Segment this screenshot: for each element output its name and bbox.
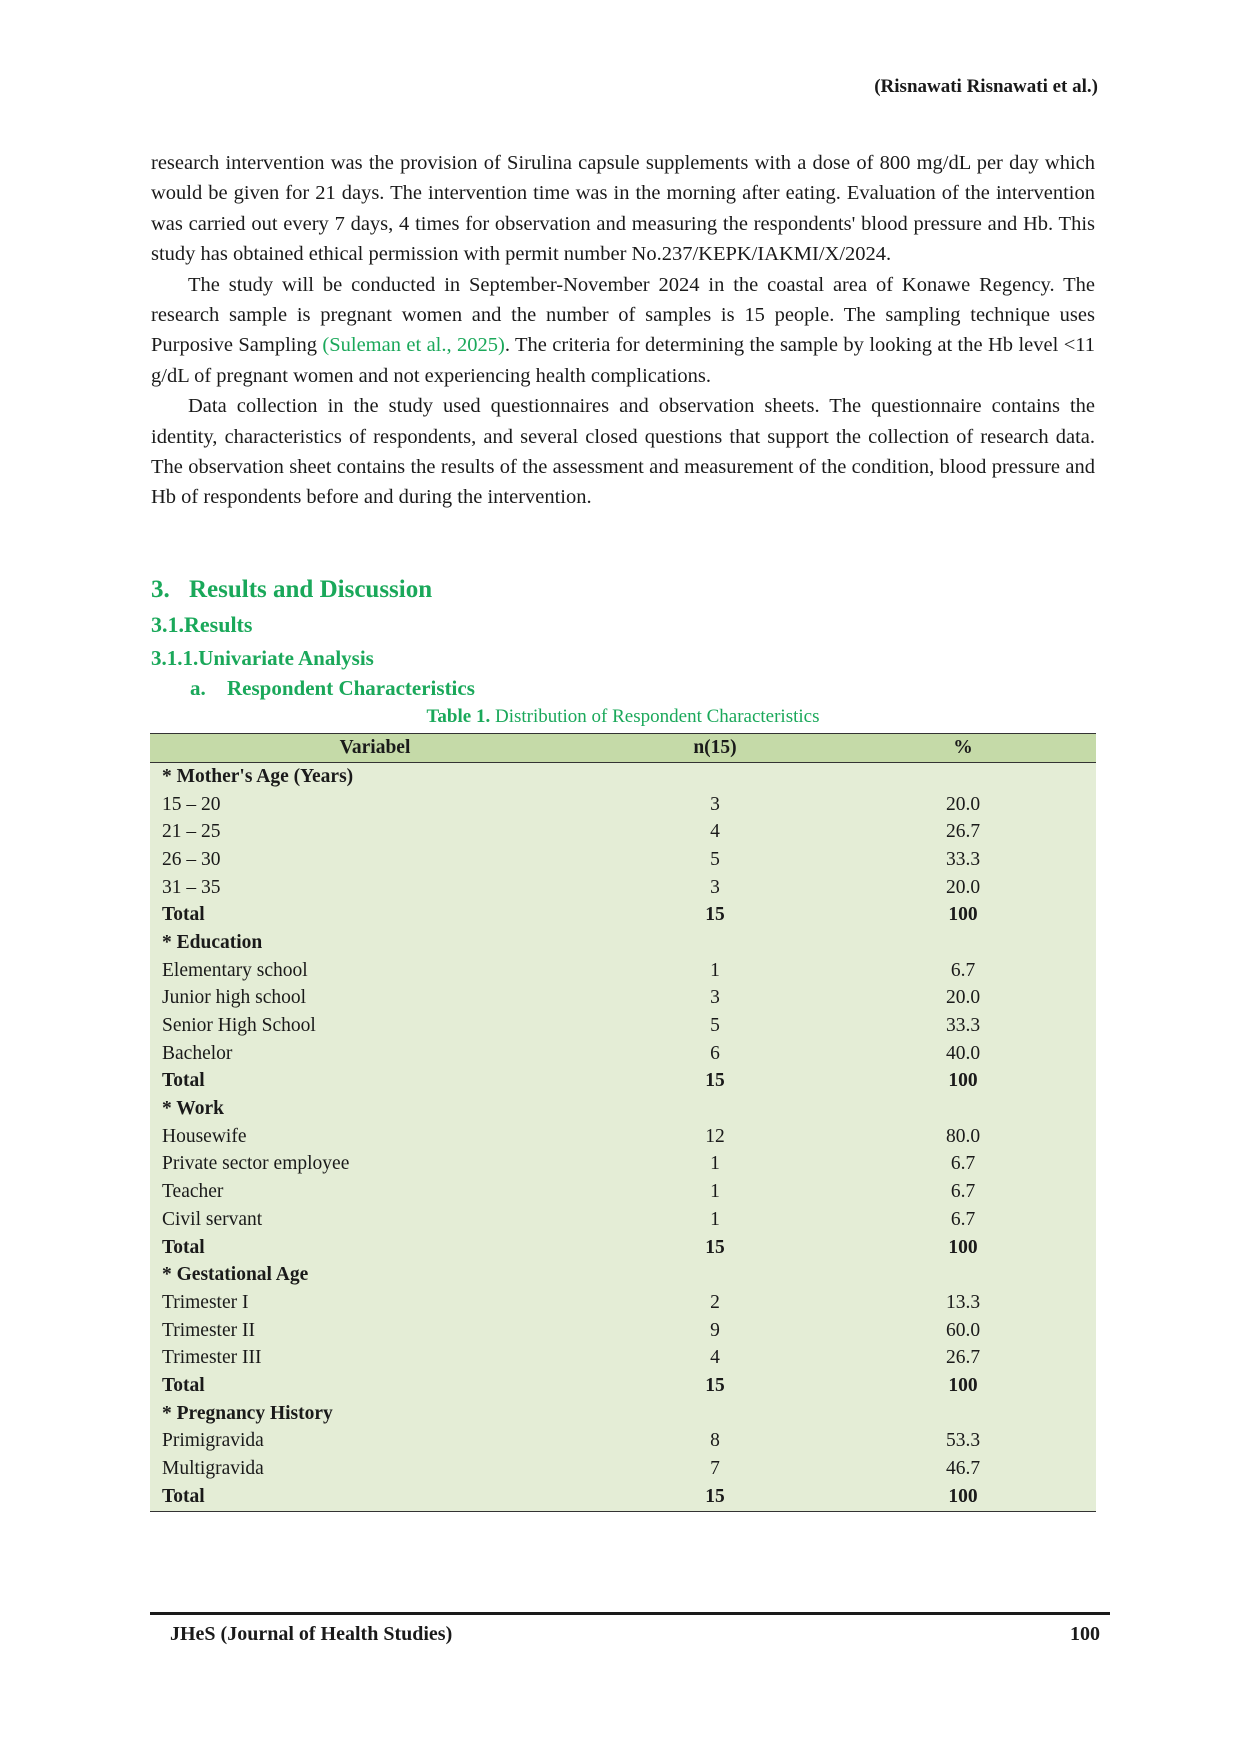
cell-count: 3 [710,876,720,898]
cell-variable: Housewife [162,1125,247,1147]
cell-count: 3 [710,793,720,815]
table-row [150,818,1096,846]
cell-count: 6 [710,1042,720,1064]
table-row [150,1068,1096,1096]
table-row [150,901,1096,929]
cell-count: 1 [710,1153,720,1175]
cell-variable: * Education [162,931,263,953]
cell-percent: 100 [830,1483,1096,1511]
table-row [150,1455,1096,1483]
paragraph-2-after: . The criteria for determining the sample by looking at the Hb level <11 g/dL of pregnant women and not experiencing health complications. [151,334,1096,387]
cell-percent: 20.0 [945,876,981,898]
table-row [150,1483,1096,1511]
cell-count: 5 [710,1015,720,1037]
cell-percent: 20.0 [945,987,981,1009]
table-row [150,1206,1096,1234]
table-row [150,1428,1096,1456]
cell-percent [830,1095,1096,1123]
citation-link[interactable]: (Suleman et al., 2025) [322,334,505,357]
cell-count: 7 [710,1458,720,1480]
cell-variable: 15 – 20 [162,793,221,815]
subsection-heading: 3.1.Results [151,612,253,637]
cell-variable: Trimester I [162,1291,249,1313]
cell-variable: Junior high school [162,987,307,1009]
cell-count: 1 [710,1181,720,1203]
table-row [150,1095,1096,1123]
cell-percent [830,929,1096,957]
cell-percent: 33.3 [945,848,981,870]
cell-count: 15 [705,1236,725,1258]
cell-count: 9 [710,1319,720,1341]
cell-variable: Trimester II [162,1319,255,1341]
cell-variable: 31 – 35 [162,876,221,898]
cell-percent: 100 [948,1236,978,1258]
cell-percent: 60.0 [945,1319,981,1341]
paragraph-3: Data collection in the study used questionnaires and observation sheets. The questionnaire contains the identity, characteristics of respondents, and several closed questions that support the collection of research data. The observation sheet contains the results of the assessment and measurement of the condition, blood pressure and Hb of respondents before and during the intervention. [151,395,1095,509]
cell-variable: Total [162,1070,205,1092]
cell-variable: Multigravida [162,1458,264,1480]
table-row [150,874,1096,902]
cell-variable: 21 – 25 [162,821,221,843]
cell-variable: Private sector employee [162,1153,350,1175]
cell-percent: 26.7 [945,1347,981,1369]
table-row [150,763,1096,791]
cell-count: 1 [710,959,720,981]
footer-rule [150,1612,1110,1615]
paragraph-2-before: The study will be conducted in September-November 2024 in the coastal area of Konawe Regency. The research sample is pregnant women and the number of samples is 15 people. The sampling technique uses Purposive Sampling [151,273,1095,357]
column-header-n: n(15) [600,734,830,763]
table-row [150,1400,1096,1428]
cell-variable: Total [150,1483,600,1511]
cell-count: 8 [710,1430,720,1452]
cell-variable: * Mother's Age (Years) [162,765,354,787]
table-row [150,929,1096,957]
section-number: 3. [151,576,170,603]
body-text [151,148,1095,513]
cell-percent: 20.0 [945,793,981,815]
table-row [150,1261,1096,1289]
footer-journal-name: JHeS (Journal of Health Studies) [170,1623,453,1645]
table-caption-label: Table 1. [426,706,491,727]
table-row [150,1289,1096,1317]
cell-percent: 6.7 [950,1181,976,1203]
cell-variable: Bachelor [162,1042,233,1064]
cell-percent: 33.3 [945,1015,981,1037]
cell-percent: 100 [948,1070,978,1092]
section-heading [151,576,432,604]
running-header-authors: (Risnawati Risnawati et al.) [874,76,1098,97]
table-row [150,791,1096,819]
table-container [150,733,1096,1512]
cell-count: 5 [710,848,720,870]
table-row [150,1123,1096,1151]
cell-variable: Total [162,904,205,926]
respondent-characteristics-table [150,733,1096,1512]
table-row [150,1317,1096,1345]
cell-percent: 26.7 [945,821,981,843]
table-row [150,957,1096,985]
cell-percent: 100 [948,1374,978,1396]
cell-percent: 13.3 [945,1291,981,1313]
paragraph-1: research intervention was the provision of Sirulina capsule supplements with a dose of 800 mg/dL per day which would be given for 21 days. The intervention time was in the morning after eating. Evaluation of the intervention was carried out every 7 days, 4 times for observation and measuring the respondents' blood pressure and Hb. This study has obtained ethical permission with permit number No.237/KEPK/IAKMI/X/2024. [151,152,1095,266]
paragraph-heading [190,676,475,701]
cell-variable: Total [162,1374,205,1396]
paragraph-heading-number: a. [190,676,206,700]
cell-percent [830,763,1096,791]
cell-variable: Senior High School [162,1015,316,1037]
table-row [150,1151,1096,1179]
cell-count [600,763,830,791]
cell-count [600,929,830,957]
table-row [150,1012,1096,1040]
cell-percent: 53.3 [945,1430,981,1452]
cell-variable: Total [162,1236,205,1258]
table-row [150,1344,1096,1372]
column-header-variabel: Variabel [150,734,600,763]
paragraph-heading-title: Respondent Characteristics [227,676,475,700]
table-row [150,985,1096,1013]
cell-variable: * Work [162,1098,224,1120]
cell-percent: 6.7 [950,959,976,981]
cell-count: 12 [705,1125,725,1147]
page-number: 100 [1070,1623,1100,1645]
cell-count: 1 [710,1208,720,1230]
cell-percent: 100 [948,904,978,926]
cell-percent: 6.7 [950,1153,976,1175]
column-header-percent: % [830,734,1096,763]
section-title: Results and Discussion [189,576,433,603]
cell-variable: Elementary school [162,959,308,981]
paragraph-2 [151,270,1095,392]
cell-variable: 26 – 30 [162,848,221,870]
table-row [150,1178,1096,1206]
cell-percent: 46.7 [945,1458,981,1480]
cell-percent [830,1261,1096,1289]
cell-variable: Primigravida [162,1430,264,1452]
table-caption-text: Distribution of Respondent Characteristics [490,706,820,727]
cell-count [600,1095,830,1123]
table-body [150,763,1096,1512]
cell-count: 15 [600,1483,830,1511]
cell-variable: Trimester III [162,1347,262,1369]
table-caption [150,706,1096,728]
table-row [150,1372,1096,1400]
table-header-row [150,734,1096,763]
subsubsection-heading: 3.1.1.Univariate Analysis [151,646,374,670]
cell-count: 15 [705,1070,725,1092]
cell-count: 2 [710,1291,720,1313]
cell-variable: * Pregnancy History [162,1402,333,1424]
table-row [150,1234,1096,1262]
cell-percent: 6.7 [950,1208,976,1230]
cell-variable: Teacher [162,1181,224,1203]
cell-percent [830,1400,1096,1428]
cell-count: 3 [710,987,720,1009]
cell-percent: 80.0 [945,1125,981,1147]
cell-count [600,1261,830,1289]
cell-count: 15 [705,904,725,926]
table-row [150,846,1096,874]
cell-percent: 40.0 [945,1042,981,1064]
cell-variable: Civil servant [162,1208,263,1230]
cell-count [600,1400,830,1428]
cell-count: 4 [710,1347,720,1369]
cell-variable: * Gestational Age [162,1264,309,1286]
cell-count: 15 [705,1374,725,1396]
cell-count: 4 [710,821,720,843]
table-row [150,1040,1096,1068]
